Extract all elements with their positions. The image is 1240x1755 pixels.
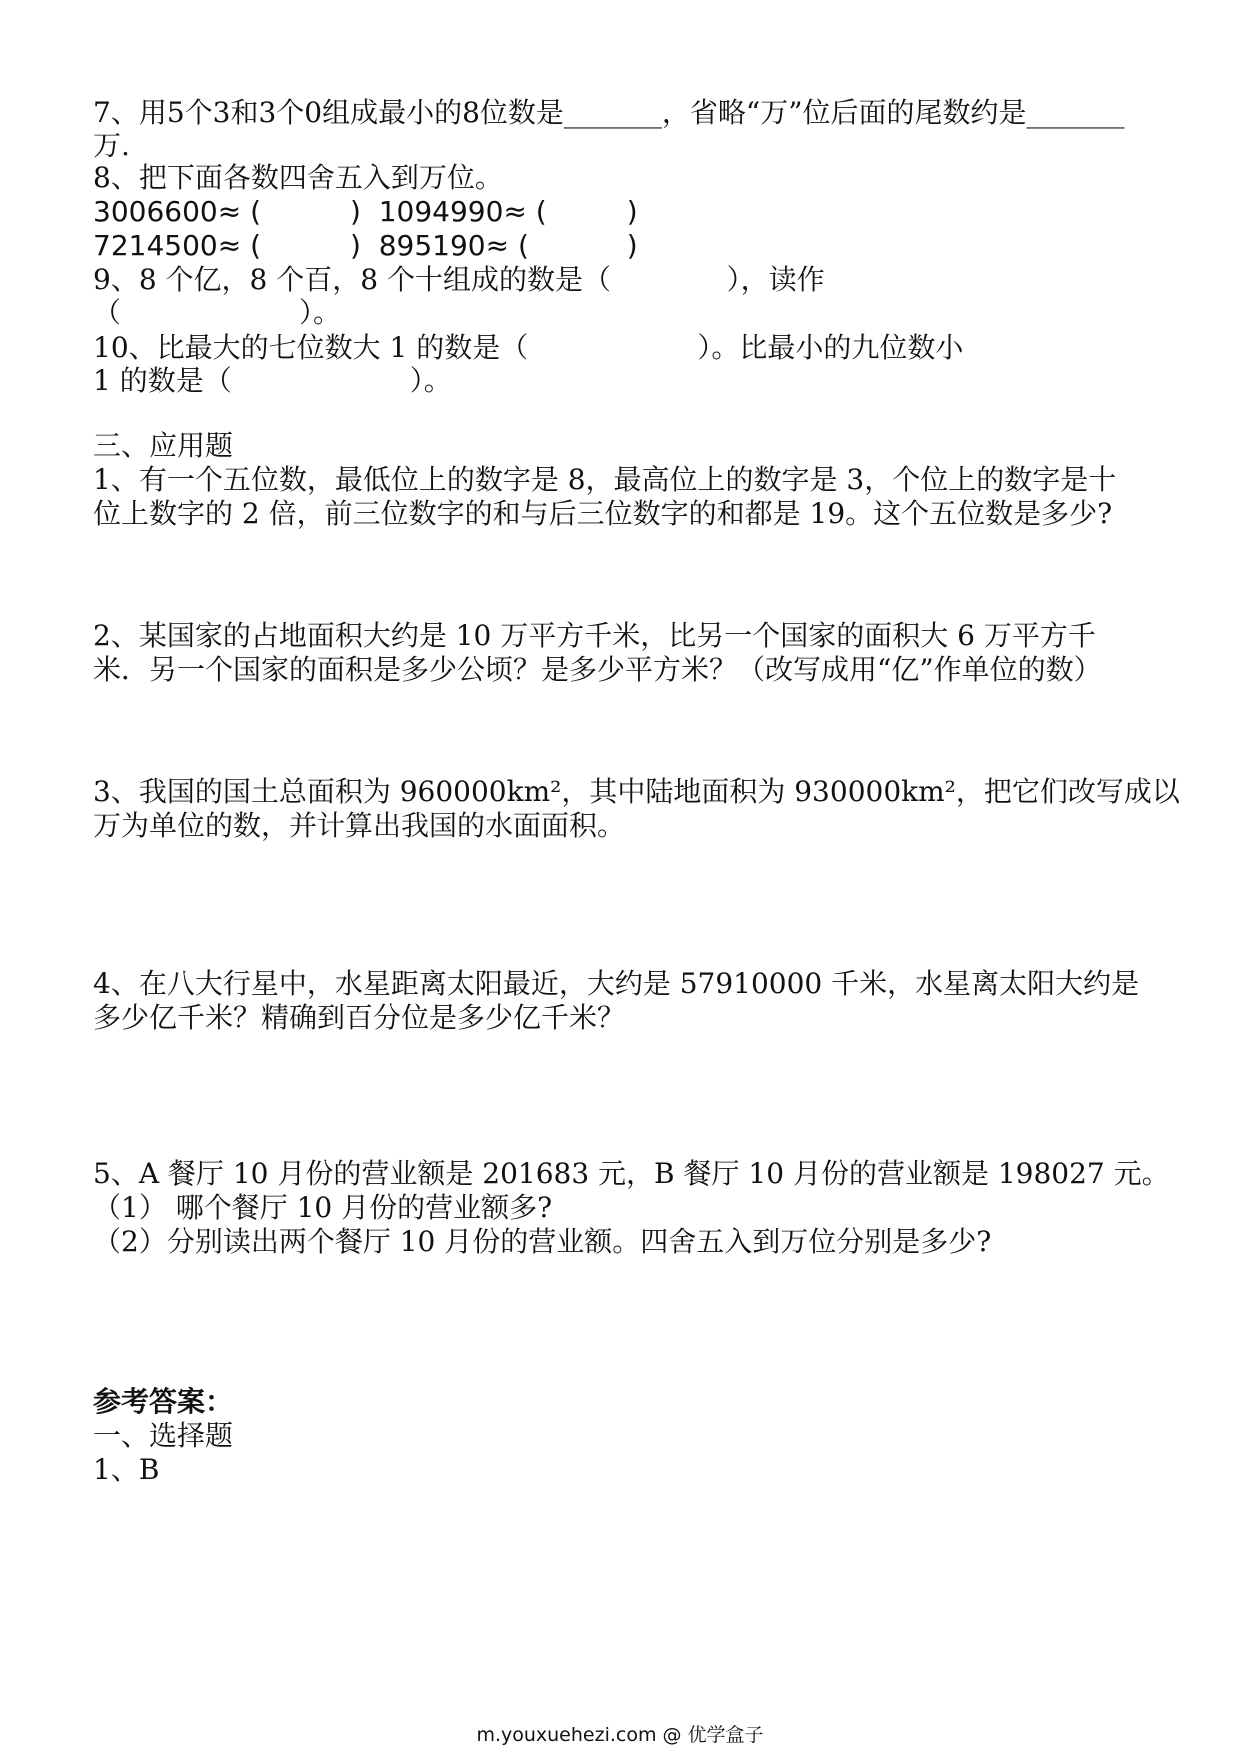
answer-1: 1、B [93, 1453, 160, 1486]
app-question-1-line-1: 1、有一个五位数，最低位上的数字是 8，最高位上的数字是 3，个位上的数字是十 [93, 463, 1117, 496]
question-8-row-2: 7214500≈ ( ) 895190≈ ( ) [93, 229, 638, 262]
answer-section-1-heading: 一、选择题 [93, 1419, 234, 1452]
app-question-5-sub-1: （1） 哪个餐厅 10 月份的营业额多? [93, 1191, 553, 1224]
answer-key-title: 参考答案： [93, 1385, 234, 1418]
app-question-4-line-1: 4、在八大行星中，水星距离太阳最近，大约是 57910000 千米，水星离太阳大约是 [93, 967, 1140, 1000]
question-7-line-2: 万. [93, 129, 130, 162]
app-question-2-line-2: 米．另一个国家的面积是多少公顷？是多少平方米？（改写成用“亿”作单位的数） [93, 653, 1102, 686]
question-7-line-1: 7、用5个3和3个0组成最小的8位数是_______，省略“万”位后面的尾数约是_______ [93, 96, 1125, 129]
app-question-3-line-1: 3、我国的国土总面积为 960000km²，其中陆地面积为 930000km²，把它们改写成以 [93, 775, 1180, 808]
app-question-5-line-1: 5、A 餐厅 10 月份的营业额是 201683 元，B 餐厅 10 月份的营业额是 198027 元。 [93, 1157, 1170, 1190]
app-question-4-line-2: 多少亿千米？精确到百分位是多少亿千米？ [93, 1001, 626, 1034]
question-10-line-1: 10、比最大的七位数大 1 的数是（ ）。比最小的九位数小 [93, 331, 964, 364]
app-question-3-line-2: 万为单位的数，并计算出我国的水面面积。 [93, 809, 626, 842]
question-8-row-1: 3006600≈ ( ) 1094990≈ ( ) [93, 195, 638, 228]
app-question-1-line-2: 位上数字的 2 倍，前三位数字的和与后三位数字的和都是 19。这个五位数是多少? [93, 497, 1113, 530]
question-9-line-1: 9、8 个亿，8 个百，8 个十组成的数是（ ），读作 [93, 263, 825, 296]
question-9-line-2: （ ）。 [93, 296, 342, 329]
footer-watermark: m.youxuehezi.com @ 优学盒子 [476, 1724, 764, 1746]
app-question-2-line-1: 2、某国家的占地面积大约是 10 万平方千米，比另一个国家的面积大 6 万平方千 [93, 619, 1096, 652]
question-10-line-2: 1 的数是（ ）。 [93, 364, 452, 397]
section-3-heading: 三、应用题 [93, 429, 234, 462]
app-question-5-sub-2: （2）分别读出两个餐厅 10 月份的营业额。四舍五入到万位分别是多少? [93, 1225, 992, 1258]
question-8-title: 8、把下面各数四舍五入到万位。 [93, 161, 503, 194]
